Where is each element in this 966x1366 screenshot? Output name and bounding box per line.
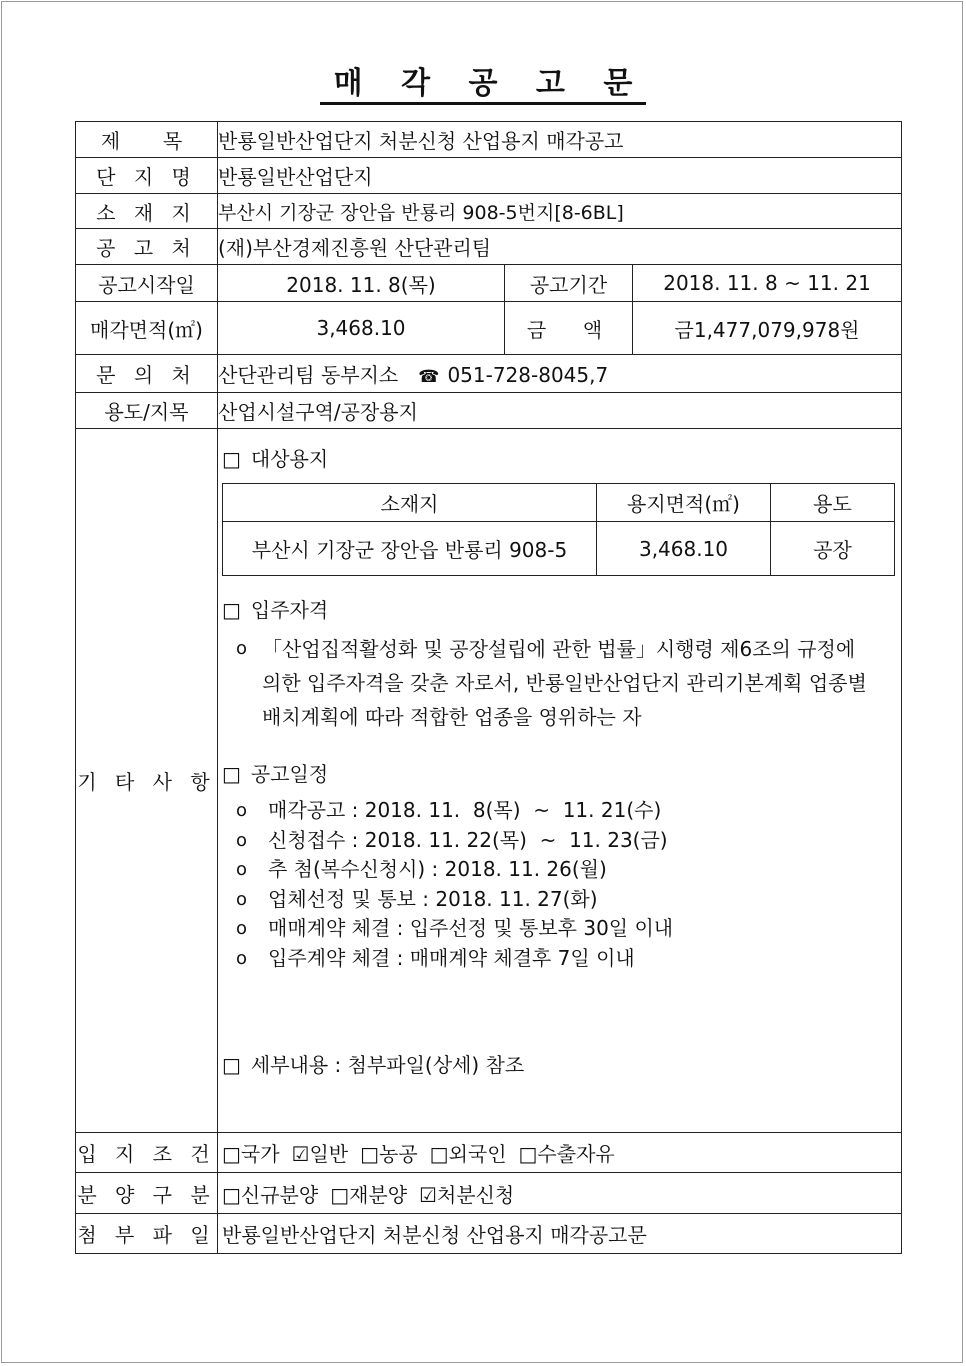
row-contact [76,355,902,393]
value-period: 2018. 11. 8 ~ 11. 21 [633,265,902,302]
row-complex-name [76,158,902,194]
misc-content [218,429,902,1133]
details-note: □ 세부내용 : 첨부파일(상세) 참조 [222,1053,525,1077]
cell-location: 부산시 기장군 장안읍 반룡리 908-5 [223,522,597,576]
value-location: 부산시 기장군 장안읍 반룡리 908-5번지[8-6BL] [218,194,902,229]
checkbox-icon: □ [222,447,241,471]
option-agricultural: □농공 [360,1142,418,1166]
label-location-condition: 입 지 조 건 [76,1133,218,1173]
label-misc: 기 타 사 항 [76,429,218,1133]
value-area: 3,468.10 [218,302,505,355]
option-new-sale: □신규분양 [222,1182,319,1207]
row-attachment [76,1214,902,1254]
schedule-item: o 신청접수 : 2018. 11. 22(목) ~ 11. 23(금) [236,827,668,852]
eligibility-line: 「산업집적활성화 및 공장설립에 관한 법률」시행령 제6조의 규정에 [262,637,856,661]
value-announcer: (재)부산경제진흥원 산단관리팀 [218,229,902,265]
label-period: 공고기간 [505,265,633,302]
row-subject [76,122,902,158]
option-general: ☑일반 [291,1142,349,1166]
contact-office: 산단관리팀 동부지소 [218,363,399,387]
target-land-table [222,483,895,576]
value-usage: 산업시설구역/공장용지 [218,393,902,429]
schedule-list [236,796,895,973]
label-amount: 금 액 [505,302,633,355]
value-attachment: 반룡일반산업단지 처분신청 산업용지 매각공고문 [218,1214,902,1254]
eligibility-heading: □ 입주자격 [222,598,329,622]
bullet-icon: o [236,638,248,659]
schedule-item: o 추 첨(복수신청시) : 2018. 11. 26(월) [236,857,607,881]
row-location [76,194,902,229]
row-misc [76,429,902,1133]
eligibility-paragraph [236,632,895,734]
contact-phone: 051-728-8045,7 [447,363,609,387]
value-subject: 반룡일반산업단지 처분신청 산업용지 매각공고 [218,122,902,158]
checkbox-icon: □ [222,598,241,622]
label-subject: 제 목 [76,122,218,158]
row-usage [76,393,902,429]
document-title: 매 각 공 고 문 [0,58,966,102]
value-amount: 금1,477,079,978원 [633,302,902,355]
label-sale-type: 분 양 구 분 [76,1173,218,1214]
option-resale: □재분양 [330,1182,408,1207]
option-disposal: ☑처분신청 [419,1182,515,1207]
header-area: 용지면적(㎡) [597,484,771,522]
label-start-date: 공고시작일 [76,265,218,302]
schedule-item: o 업체선정 및 통보 : 2018. 11. 27(화) [236,886,598,911]
value-sale-type [218,1173,902,1214]
row-location-condition [76,1133,902,1173]
schedule-item: o 입주계약 체결 : 매매계약 체결후 7일 이내 [236,945,635,970]
label-usage: 용도/지목 [76,393,218,429]
option-foreign: □외국인 [429,1142,507,1166]
schedule-item: o 매매계약 체결 : 입주선정 및 통보후 30일 이내 [236,916,674,940]
label-announcer: 공 고 처 [76,229,218,265]
target-land-heading: □ 대상용지 [222,447,329,471]
value-location-condition [218,1133,902,1173]
checkbox-icon: □ [222,762,241,786]
checkbox-icon: □ [222,1053,241,1077]
cell-use: 공장 [771,522,895,576]
header-location: 소재지 [223,484,597,522]
schedule-item: o 매각공고 : 2018. 11. 8(목) ~ 11. 21(수) [236,798,662,822]
option-free-export: □수출자유 [518,1142,615,1166]
label-contact: 문 의 처 [76,355,218,393]
row-sale-type [76,1173,902,1214]
header-use: 용도 [771,484,895,522]
label-location: 소 재 지 [76,194,218,229]
eligibility-line: 의한 입주자격을 갖춘 자로서, 반룡일반산업단지 관리기본계획 업종별 [262,671,867,695]
schedule-heading: □ 공고일정 [222,762,329,786]
value-start-date: 2018. 11. 8(목) [218,265,505,302]
label-complex-name: 단 지 명 [76,158,218,194]
announcement-table [75,121,902,1254]
cell-area: 3,468.10 [597,522,771,576]
label-area: 매각면적(㎡) [76,302,218,355]
row-area-amount [76,302,902,355]
option-national: □국가 [222,1142,280,1166]
value-contact [218,355,902,393]
telephone-icon: ☎ [418,367,440,387]
label-attachment: 첨 부 파 일 [76,1214,218,1254]
row-announcer [76,229,902,265]
eligibility-line: 배치계획에 따라 적합한 업종을 영위하는 자 [262,705,642,729]
target-land-row [223,522,895,576]
value-complex-name: 반룡일반산업단지 [218,158,902,194]
row-dates [76,265,902,302]
target-land-header-row [223,484,895,522]
